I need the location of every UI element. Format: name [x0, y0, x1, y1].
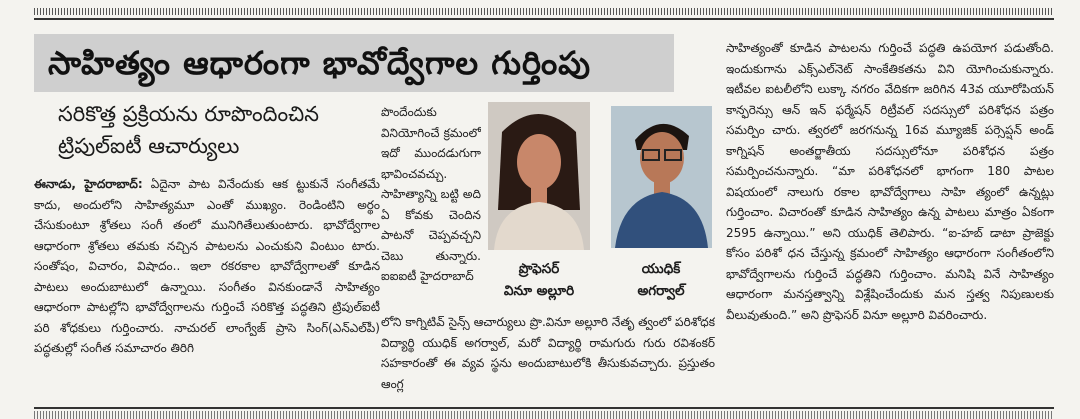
face-shape [517, 134, 561, 190]
article-paragraph [34, 174, 380, 359]
caption-line: ప్రొఫెసర్ [518, 261, 560, 277]
caption-line: యుధిక్ [641, 261, 681, 277]
top-hatch-border [34, 8, 1054, 15]
professor-photo [488, 102, 590, 250]
article-column-middle-bottom [381, 312, 715, 404]
article-text: ఏదైనా పాట వినేందుకు ఆక ట్టుకునే సంగీతమే కాదు, అందులోని సాహిత్యమూ ఎంతో ముఖ్యం. రెండింటిని అర్థం చేసుకుంటూ శ్రోతలు సంగీ తంలో మునిగితేలుతుంటారు. భావోద్వేగాల ఆధారంగా శ్రోతలు తమకు నచ్చిన పాటలను ఎంచుకుని వింటుం టారు. సంతోషం, విచారం, విషాదం.. ఇలా రకరకాల భావోద్వేగాలతో కూడిన పాటలు అందుబాటులో ఉన్నాయి. సంగీతం వినకుండానే సాహిత్యం ఆధారంగా పాటల్లోని భావోద్వేగాలను గుర్తించే సరికొత్త పద్ధతిని ట్రిపుల్‌ఐటీ పరి శోధకులు గుర్తించారు. నాచురల్ లాంగ్వేజ్ ప్రాసె సింగ్(ఎన్‌ఎల్‌పీ) పద్ధతుల్లో సంగీత సమాచారం తిరిగి [34, 177, 380, 355]
student-caption [604, 258, 718, 302]
article-text-right: సాహిత్యంతో కూడిన పాటలను గుర్తించే పద్ధతి ఉపయోగ పడుతోంది. ఇందుకుగాను ఎక్స్‌ఎల్‌నెట్ సాంకేతికతను విని యోగించుకున్నారు. ఇటీవల ఐటలీలోని లుక్కా నగరం వేదికగా జరిగిన 43వ యూరోపియన్ కాన్ఫరెన్సు ఆన్ ఇన్ ఫర్మేషన్ రిట్రీవల్ సదస్సులో పరిశోధన పత్రం సమర్పిం చారు. త్వరలో జరగనున్న 16వ మ్యూజిక్ పర్సెప్షన్ అండ్ కాగ్నిషన్ అంతర్జాతీయ సదస్సులోనూ పరిశోధన పత్రం సమర్పించనున్నారు. “మా పరిశోధనలో భాగంగా 180 పాటల విషయంలో నాలుగు రకాల భావోద్వేగాలు సాహి త్యంలో ఉన్నట్లు గుర్తించాం. విచారంతో కూడిన సాహిత్యం ఉన్న పాటలు మాత్రం ఏకంగా 2595 ఉన్నాయి.” అని యుధిక్ తెలిపారు. “ఐ-హబ్ డాటా ప్రాజెక్టు కోసం పరిశో ధన చేస్తున్న క్రమంలో సాహిత్యం ఆధారంగా సంగీతంలోని భావోద్వేగాలను గుర్తించే పద్ధతిని గుర్తించాం. మనిషి వినే సాహిత్యం ఆధారంగా మనస్తత్వాన్ని విశ్లేషించేందుకు మన స్తత్వ నిపుణులకు వీలువుతుంది.” అని ప్రొఫెసర్ వినూ అల్లూరి వివరించారు. [726, 41, 1054, 322]
caption-line: అగర్వాల్ [637, 283, 685, 299]
dateline: ఈనాడు, హైదరాబాద్: [34, 177, 143, 191]
article-column-right [726, 38, 1054, 396]
top-rule [34, 18, 1054, 20]
face-shape [640, 132, 684, 184]
caption-line: వినూ అల్లూరి [503, 283, 575, 299]
article-text-middle-top: పొందేందుకు వినియోగించే క్రమంలో ఇదో ముందడుగుగా భావించవచ్చు. సాహిత్యాన్ని బట్టి అది ఏ కోవకు చెందిన పాటనో చెప్పవచ్చని చెబు తున్నారు. ఐఐఐటీ హైదరాబాద్ [381, 105, 481, 283]
bottom-rule [34, 407, 1054, 409]
professor-caption [480, 258, 598, 302]
bottom-hatch-border [34, 411, 1054, 419]
article-column-middle-top [381, 102, 481, 308]
article-text-middle-bottom: లోని కాగ్నిటివ్ సైన్స్ ఆచార్యులు ప్రొ.వినూ అల్లూరి నేతృ త్వంలో పరిశోధక విద్యార్థి యుధిక్ అగర్వాల్, మరో విద్యార్థి రామగురు గురు రవిశంకర్ సహకారంతో ఈ వ్యవ స్థను అందుబాటులోకి తీసుకువచ్చారు. ప్రస్తుతం ఆంగ్ల [381, 315, 715, 391]
article-column-left [34, 174, 380, 402]
subheadline: సరికొత్త ప్రక్రియను రూపొందించిన ట్రిపుల్‌ఐటీ ఆచార్యులు [58, 102, 319, 158]
student-photo [611, 106, 712, 248]
neck-shape [531, 186, 547, 204]
neck-shape [654, 180, 670, 194]
headline: సాహిత్యం ఆధారంగా భావోద్వేగాల గుర్తింపు [48, 44, 592, 82]
